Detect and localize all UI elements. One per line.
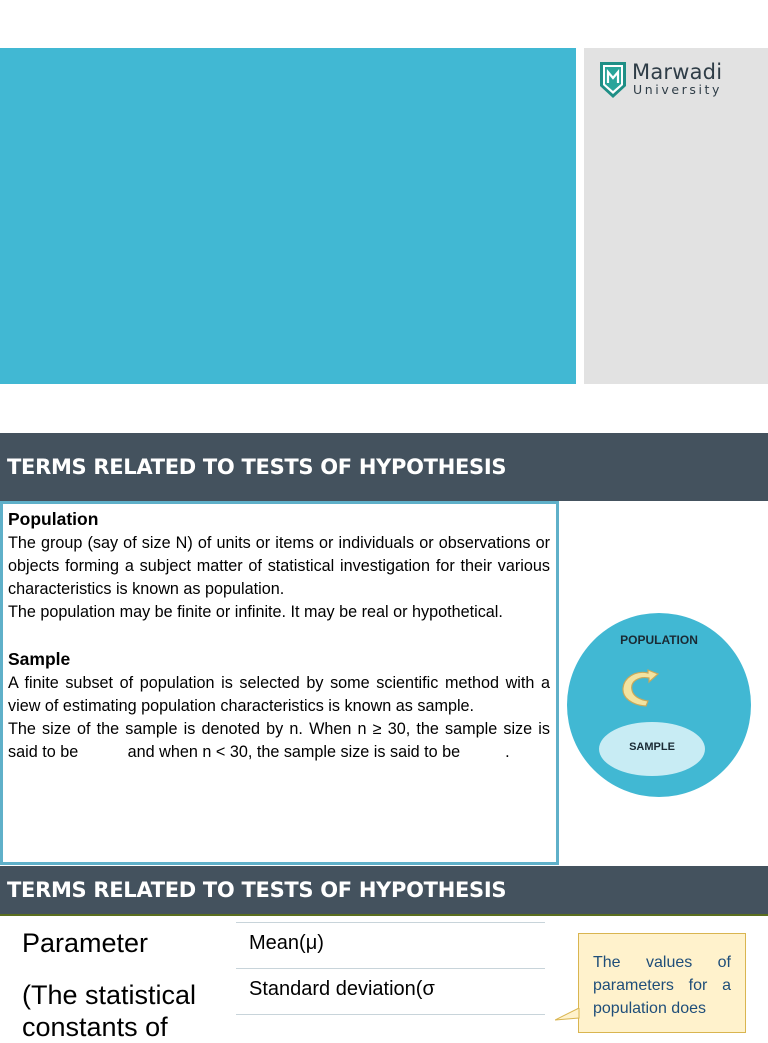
curved-arrow-icon (618, 660, 660, 708)
table-cell-sd: Standard deviation(σ (249, 978, 435, 1000)
parameter-label: Parameter (22, 928, 149, 958)
cover-teal-panel (0, 48, 576, 384)
slide-title: TERMS RELATED TO TESTS OF HYPOTHESIS (0, 433, 768, 501)
shield-logo-icon (598, 60, 628, 100)
parameter-subtitle-2: constants of (22, 1012, 168, 1042)
callout-tail (555, 1008, 581, 1024)
population-definition: The group (say of size N) of units or items or individuals or observations or objects forming a subject matter of statistical investigation for their various characteristics is known as population. (8, 534, 550, 598)
table-divider (236, 922, 545, 923)
sample-size-note: The size of the sample is denoted by n. When n ≥ 30, the sample size is said to be and when n < 30, the sample size is said to be . (8, 720, 555, 761)
sample-definition: A finite subset of population is selected by some scientific method with a view of estimating population characteristics is known as sample. (8, 674, 550, 715)
logo-subtitle: University (633, 82, 723, 97)
university-logo (598, 60, 728, 102)
parameter-subtitle: (The statistical (22, 980, 197, 1010)
population-label: POPULATION (620, 633, 698, 647)
table-divider (236, 1014, 545, 1015)
population-heading: Population (8, 509, 99, 529)
logo-name: Marwadi (632, 60, 723, 84)
slide-title-2: TERMS RELATED TO TESTS OF HYPOTHESIS (0, 866, 768, 916)
sample-heading: Sample (8, 649, 71, 669)
sample-label: SAMPLE (629, 741, 675, 753)
population-note: The population may be finite or infinite. It may be real or hypothetical. (8, 603, 503, 621)
table-divider (236, 968, 545, 969)
definitions-box (0, 501, 559, 865)
callout-note: The values of parameters for a population does (578, 933, 746, 1033)
table-cell-mean: Mean(μ) (249, 932, 324, 954)
